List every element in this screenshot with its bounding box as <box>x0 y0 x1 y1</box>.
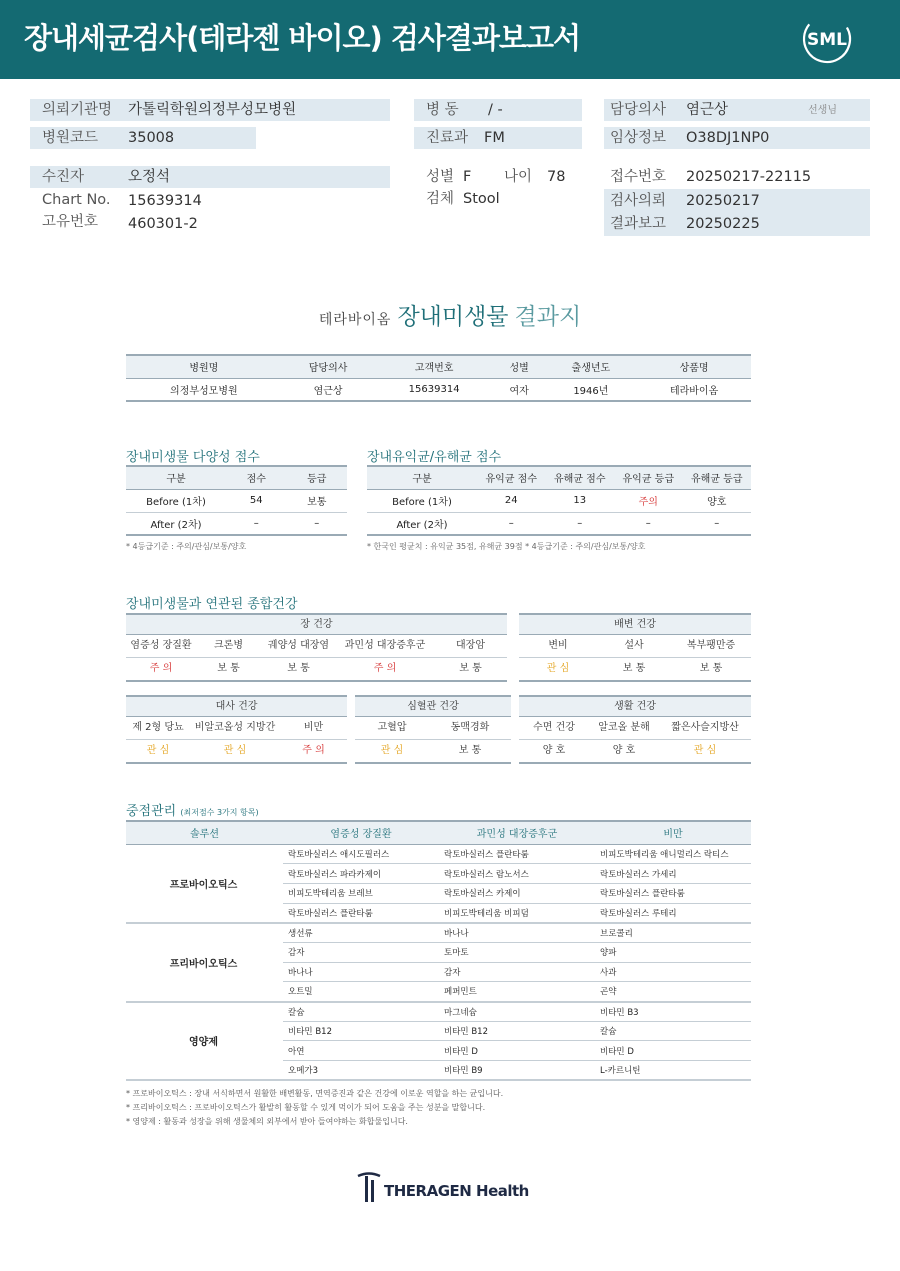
doctor-suffix: 선생님 <box>808 105 837 116</box>
group-name: 프로바이오틱스 <box>126 844 283 923</box>
cell: 13 <box>573 495 587 506</box>
focus-title <box>126 800 259 819</box>
item: 제 2형 당뇨 <box>132 722 184 733</box>
diversity-title: 장내미생물 다양성 점수 <box>126 450 260 465</box>
theragen-mark-icon <box>356 1172 382 1204</box>
health-title: 장내미생물과 연관된 종합건강 <box>126 597 298 612</box>
value: 주 의 <box>302 745 325 756</box>
bowel-health-header: 배변 건강 <box>519 613 751 635</box>
footnote: * 프로바이오틱스 : 장내 서식하면서 원활한 배변활동, 면역증진과 같은 건강에 이로운 역할을 하는 균입니다. <box>126 1089 504 1098</box>
ward-value: / - <box>488 102 503 118</box>
cell: 오메가3 <box>283 1061 439 1081</box>
gut-values-row <box>126 658 507 680</box>
focus-subtitle: (최저점수 3가지 항목) <box>180 808 259 817</box>
cell: 15639314 <box>408 383 460 395</box>
cell: 락토바실러스 플란타룸 <box>595 883 751 903</box>
sml-logo-text: SML <box>807 30 847 50</box>
bowel-values-row <box>519 658 751 680</box>
cell: 토마토 <box>439 942 595 962</box>
col-header: 유익균 등급 <box>614 466 683 489</box>
cell: 양파 <box>595 942 751 962</box>
cell: 칼슘 <box>283 1002 439 1022</box>
group-name: 프리바이오틱스 <box>126 923 283 1002</box>
footnote: * 프리바이오틱스 : 프로바이오틱스가 활발히 활동할 수 있게 먹이가 되어 도움을 주는 성분을 말합니다. <box>126 1103 486 1112</box>
metabolic-health-header: 대사 건강 <box>126 695 347 717</box>
cell: 비피도박테리움 비피덤 <box>439 903 595 923</box>
value: 관 심 <box>223 745 247 756</box>
cell: 비타민 B12 <box>439 1021 595 1041</box>
hosp-code-label: 병원코드 <box>42 130 99 146</box>
cardio-items-row <box>355 717 511 739</box>
cell: 보통 <box>307 497 327 508</box>
col-header: 등급 <box>287 466 348 489</box>
cell: 곤약 <box>595 982 751 1002</box>
cell: 비피도박테리움 브레브 <box>283 883 439 903</box>
cell: 락토바실러스 파라카제이 <box>283 864 439 884</box>
cell: 아연 <box>283 1041 439 1061</box>
benefit-note: * 한국인 평균치 : 유익균 35점, 유해균 39점 * 4등급기준 : 주의/관심/보통/양호 <box>367 542 646 551</box>
cell: 1946년 <box>573 385 609 397</box>
value: 관 심 <box>693 745 717 756</box>
patient-table <box>126 354 751 402</box>
col-header: 유해균 등급 <box>683 466 752 489</box>
col-header: 병원명 <box>126 355 282 378</box>
cell: 생선류 <box>283 923 439 943</box>
request-label: 검사의뢰 <box>610 193 667 209</box>
ward-label: 병 동 <box>426 102 459 118</box>
cell: 바나나 <box>283 962 439 982</box>
value: 보 통 <box>622 663 646 674</box>
cell: 브로콜리 <box>595 923 751 943</box>
age-label: 나이 <box>504 169 533 185</box>
clinical-label: 임상정보 <box>610 130 667 146</box>
col-header: 성별 <box>494 355 545 378</box>
reception-label: 접수번호 <box>610 169 667 185</box>
doctor-value: 염근상 <box>686 102 729 118</box>
cardio-values-row <box>355 740 511 762</box>
cell: – <box>645 517 651 529</box>
value: 보 통 <box>217 663 240 674</box>
gut-items-row <box>126 635 507 657</box>
cell: 사과 <box>595 962 751 982</box>
value: 양 호 <box>542 745 566 756</box>
value: 주 의 <box>149 663 173 674</box>
cell: After (2차) <box>396 519 448 531</box>
patient-label: 수진자 <box>42 169 85 185</box>
col-header: 솔루션 <box>126 821 283 844</box>
cell: 감자 <box>439 962 595 982</box>
cell: 비타민 B9 <box>439 1061 595 1081</box>
cell: Before (1차) <box>146 497 206 508</box>
clinical-value: O38DJ1NP0 <box>686 130 770 146</box>
item: 변비 <box>548 640 568 651</box>
patient-value: 오정석 <box>128 169 171 185</box>
cell: 비타민 B3 <box>595 1002 751 1022</box>
bowel-items-row <box>519 635 751 657</box>
item: 짧은사슬지방산 <box>671 722 739 733</box>
cell: 감자 <box>283 942 439 962</box>
group-name: 영양제 <box>126 1002 283 1081</box>
cell: Before (1차) <box>392 497 452 508</box>
life-health-header: 생활 건강 <box>519 695 751 717</box>
dept-label: 진료과 <box>426 130 469 146</box>
item: 고혈압 <box>377 722 407 733</box>
cell: 비타민 D <box>595 1041 751 1061</box>
value: 보 통 <box>459 663 482 674</box>
sex-label: 성별 <box>426 169 455 185</box>
hosp-code-value: 35008 <box>128 130 175 146</box>
gut-health-header: 장 건강 <box>126 613 507 635</box>
col-header: 출생년도 <box>545 355 638 378</box>
value: 주 의 <box>373 663 397 674</box>
doctor-label: 담당의사 <box>610 102 667 118</box>
specimen-label: 검체 <box>426 191 455 207</box>
title-main: 장내미생물 <box>397 304 509 330</box>
col-header: 염증성 장질환 <box>283 821 439 844</box>
value: 보 통 <box>699 663 723 674</box>
req-org-value: 가톨릭학원의정부성모병원 <box>128 102 297 118</box>
age-value: 78 <box>547 169 566 185</box>
report-label: 결과보고 <box>610 216 667 232</box>
cell: 락토바실러스 루테리 <box>595 903 751 923</box>
cardio-health-header: 심혈관 건강 <box>355 695 511 717</box>
col-header: 유익균 점수 <box>477 466 546 489</box>
item: 크론병 <box>214 640 243 651</box>
item: 대장암 <box>456 640 485 651</box>
meta-items-row <box>126 717 347 739</box>
col-header: 점수 <box>226 466 287 489</box>
cell: – <box>714 517 720 529</box>
item: 비알코올성 지방간 <box>194 722 276 733</box>
item: 과민성 대장증후군 <box>344 640 426 651</box>
sml-logo <box>800 12 854 66</box>
value: 보 통 <box>287 663 310 674</box>
dept-value: FM <box>484 130 505 146</box>
item: 염증성 장질환 <box>130 640 192 651</box>
life-items-row <box>519 717 751 739</box>
value: 관 심 <box>146 745 170 756</box>
item: 설사 <box>624 640 644 651</box>
cell: 락토바실러스 람노서스 <box>439 864 595 884</box>
cell: 칼슘 <box>595 1021 751 1041</box>
cell: After (2차) <box>150 519 202 531</box>
item: 궤양성 대장염 <box>267 640 330 651</box>
brand-name: THERAGEN Health <box>384 1182 529 1200</box>
col-header: 과민성 대장증후군 <box>439 821 595 844</box>
col-header: 담당의사 <box>282 355 375 378</box>
report-value: 20250225 <box>686 216 760 232</box>
item: 비만 <box>303 722 324 733</box>
col-header: 유해균 점수 <box>546 466 615 489</box>
cell: 비타민 B12 <box>283 1021 439 1041</box>
cell: 바나나 <box>439 923 595 943</box>
item: 수면 건강 <box>533 722 575 733</box>
cell: 락토바실러스 플란타룸 <box>283 903 439 923</box>
col-header: 상품명 <box>637 355 751 378</box>
footnote: * 영양제 : 활동과 성장을 위해 생물체의 외부에서 받아 들여야하는 화합물입니다. <box>126 1117 408 1126</box>
cell: 여자 <box>509 385 529 397</box>
cell: 54 <box>249 495 263 506</box>
req-org-label: 의뢰기관명 <box>42 102 113 118</box>
cell: 의정부성모병원 <box>170 385 238 397</box>
diversity-table <box>126 465 347 536</box>
cell: L-카르니틴 <box>595 1061 751 1081</box>
item: 알코올 분해 <box>598 722 650 733</box>
col-header: 고객번호 <box>374 355 493 378</box>
cell: 비타민 D <box>439 1041 595 1061</box>
value: 양 호 <box>612 745 636 756</box>
cell: 24 <box>504 495 518 506</box>
request-value: 20250217 <box>686 193 760 209</box>
chart-value: 15639314 <box>128 193 202 209</box>
cell: 주의 <box>638 497 658 508</box>
diversity-note: * 4등급기준 : 주의/관심/보통/양호 <box>126 542 247 551</box>
benefit-table <box>367 465 751 536</box>
cell: 락토바실러스 카제이 <box>439 883 595 903</box>
cell: – <box>314 517 320 529</box>
report-title: 장내세균검사(테라젠 바이오) 검사결과보고서 <box>24 21 580 55</box>
cell: 비피도박테리움 애니멀리스 락티스 <box>595 844 751 864</box>
uid-value: 460301-2 <box>128 216 198 232</box>
cell: – <box>508 517 514 529</box>
chart-label: Chart No. <box>42 192 111 208</box>
uid-label: 고유번호 <box>42 214 99 230</box>
item: 복부팽만증 <box>686 640 736 651</box>
cell: 테라바이옴 <box>669 385 719 397</box>
theragen-logo <box>356 1172 556 1204</box>
life-values-row <box>519 740 751 762</box>
result-sheet-title <box>0 298 900 331</box>
value: 관 심 <box>380 745 404 756</box>
cell: 페퍼민트 <box>439 982 595 1002</box>
focus-title-text: 중점관리 <box>126 804 177 819</box>
col-header: 구분 <box>367 466 477 489</box>
cell: 락토바실러스 플란타룸 <box>439 844 595 864</box>
item: 동맥경화 <box>450 722 490 733</box>
cell: 오트밀 <box>283 982 439 1002</box>
cell: 염근상 <box>313 385 343 397</box>
cell: – <box>253 517 259 529</box>
reception-value: 20250217-22115 <box>686 169 812 185</box>
focus-table <box>126 820 751 1081</box>
meta-values-row <box>126 740 347 762</box>
title-brand: 테라바이옴 <box>318 312 392 328</box>
col-header: 비만 <box>595 821 751 844</box>
sex-value: F <box>463 169 472 185</box>
cell: 양호 <box>707 497 727 508</box>
value: 관 심 <box>546 663 570 674</box>
col-header: 구분 <box>126 466 226 489</box>
cell: 락토바실러스 가세리 <box>595 864 751 884</box>
title-sub: 결과지 <box>514 304 582 330</box>
benefit-title: 장내유익균/유해균 점수 <box>367 450 502 465</box>
cell: 마그네슘 <box>439 1002 595 1022</box>
specimen-value: Stool <box>463 191 500 207</box>
cell: – <box>577 517 583 529</box>
value: 보 통 <box>458 745 482 756</box>
cell: 락토바실러스 애시도필러스 <box>283 844 439 864</box>
